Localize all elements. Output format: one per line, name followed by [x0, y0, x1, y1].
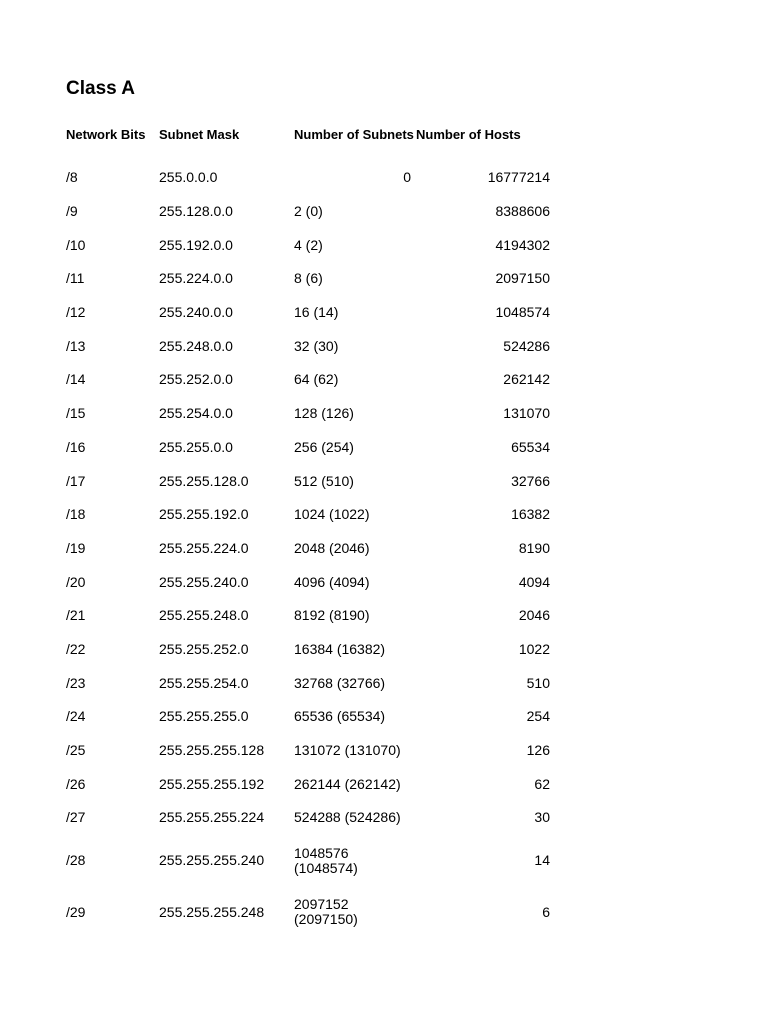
- table-row: [66, 262, 550, 296]
- cell-number-of-hosts: 262142: [503, 371, 550, 388]
- cell-network-bits: /25: [66, 742, 86, 759]
- cell-subnet-mask: 255.255.128.0: [159, 472, 249, 489]
- cell-number-of-hosts: 16382: [511, 506, 550, 523]
- cell-number-of-hosts: 1022: [518, 640, 550, 657]
- header-network-bits: Network Bits: [66, 127, 146, 142]
- header-number-of-subnets: Number of Subnets: [294, 127, 414, 142]
- cell-number-of-subnets: 2048 (2046): [294, 539, 370, 556]
- table-row: [66, 666, 550, 700]
- cell-number-of-hosts: 14: [534, 852, 550, 868]
- document-page: [66, 76, 626, 938]
- cell-network-bits: /12: [66, 304, 86, 321]
- cell-network-bits: /19: [66, 539, 86, 556]
- cell-network-bits: /11: [66, 270, 85, 287]
- cell-number-of-subnets: 65536 (65534): [294, 708, 386, 725]
- cell-subnet-mask: 255.255.252.0: [159, 640, 249, 657]
- subnet-table: [66, 118, 550, 938]
- cell-number-of-subnets: 32 (30): [294, 337, 339, 354]
- cell-number-of-subnets: 262144 (262142): [294, 775, 401, 792]
- cell-number-of-subnets: 16384 (16382): [294, 640, 386, 657]
- table-row: [66, 498, 550, 532]
- cell-number-of-subnets: 524288 (524286): [294, 809, 401, 826]
- table-row: [66, 532, 550, 566]
- header-number-of-hosts: Number of Hosts: [416, 127, 521, 142]
- cell-network-bits: /26: [66, 775, 86, 792]
- cell-subnet-mask: 255.255.255.128: [159, 742, 265, 759]
- table-row: [66, 633, 550, 667]
- cell-number-of-hosts: 65534: [511, 438, 550, 455]
- table-row: [66, 296, 550, 330]
- cell-network-bits: /8: [66, 169, 78, 186]
- cell-network-bits: /29: [66, 903, 86, 920]
- table-row: [66, 363, 550, 397]
- cell-number-of-subnets: 64 (62): [294, 371, 339, 388]
- cell-number-of-hosts: 524286: [503, 337, 550, 354]
- cell-subnet-mask: 255.255.255.248: [159, 903, 265, 920]
- cell-number-of-hosts: 8388606: [495, 203, 550, 220]
- cell-number-of-subnets: 8 (6): [294, 270, 323, 287]
- cell-subnet-mask: 255.0.0.0: [159, 169, 218, 186]
- cell-number-of-hosts: 30: [534, 809, 550, 826]
- cell-number-of-subnets: 1024 (1022): [294, 506, 370, 523]
- cell-subnet-mask: 255.128.0.0: [159, 203, 233, 220]
- cell-subnet-mask: 255.254.0.0: [159, 405, 233, 422]
- cell-number-of-hosts: 2097150: [495, 270, 550, 287]
- cell-subnet-mask: 255.248.0.0: [159, 337, 233, 354]
- cell-network-bits: /20: [66, 573, 86, 590]
- table-row: [66, 397, 550, 431]
- cell-network-bits: /9: [66, 203, 78, 220]
- table-row: [66, 565, 550, 599]
- cell-number-of-subnets: 2 (0): [294, 203, 323, 220]
- cell-number-of-subnets: 8192 (8190): [294, 607, 370, 624]
- cell-subnet-mask: 255.255.255.224: [159, 809, 265, 826]
- cell-network-bits: /13: [66, 337, 86, 354]
- cell-subnet-mask: 255.192.0.0: [159, 236, 233, 253]
- cell-subnet-mask: 255.255.254.0: [159, 674, 249, 691]
- cell-subnet-mask: 255.224.0.0: [159, 270, 233, 287]
- table-row: [66, 228, 550, 262]
- table-row: [66, 886, 550, 938]
- cell-number-of-subnets: 0: [403, 169, 411, 186]
- cell-number-of-hosts: 131070: [503, 405, 550, 422]
- page-title: Class A: [66, 78, 135, 99]
- cell-number-of-subnets: 16 (14): [294, 304, 339, 321]
- table-body: [66, 151, 550, 938]
- cell-network-bits: /24: [66, 708, 86, 725]
- cell-subnet-mask: 255.255.248.0: [159, 607, 249, 624]
- cell-number-of-hosts: 6: [542, 903, 550, 920]
- cell-number-of-subnets: 2097152 (2097150): [294, 896, 358, 927]
- cell-network-bits: /22: [66, 640, 86, 657]
- cell-number-of-hosts: 254: [526, 708, 550, 725]
- cell-network-bits: /14: [66, 371, 86, 388]
- cell-network-bits: /27: [66, 809, 86, 826]
- cell-number-of-hosts: 126: [526, 742, 550, 759]
- table-row: [66, 700, 550, 734]
- cell-number-of-hosts: 8190: [518, 539, 550, 556]
- cell-number-of-subnets: 256 (254): [294, 438, 354, 455]
- header-subnet-mask: Subnet Mask: [159, 127, 240, 142]
- cell-number-of-hosts: 32766: [511, 472, 550, 489]
- cell-subnet-mask: 255.255.255.192: [159, 775, 265, 792]
- cell-network-bits: /23: [66, 674, 86, 691]
- cell-number-of-hosts: 16777214: [487, 169, 550, 186]
- table-row: [66, 161, 550, 195]
- table-row: [66, 464, 550, 498]
- cell-network-bits: /21: [66, 607, 86, 624]
- cell-subnet-mask: 255.255.240.0: [159, 573, 249, 590]
- cell-subnet-mask: 255.252.0.0: [159, 371, 233, 388]
- cell-number-of-hosts: 1048574: [495, 304, 550, 321]
- cell-number-of-hosts: 4094: [518, 573, 550, 590]
- table-row: [66, 835, 550, 887]
- cell-network-bits: /15: [66, 405, 86, 422]
- cell-number-of-hosts: 510: [526, 674, 550, 691]
- cell-network-bits: /17: [66, 472, 86, 489]
- cell-network-bits: /18: [66, 506, 86, 523]
- cell-subnet-mask: 255.240.0.0: [159, 304, 233, 321]
- cell-number-of-subnets: 1048576 (1048574): [294, 844, 358, 876]
- cell-number-of-subnets: 32768 (32766): [294, 674, 386, 691]
- cell-number-of-subnets: 131072 (131070): [294, 742, 401, 759]
- cell-subnet-mask: 255.255.255.0: [159, 708, 249, 725]
- cell-network-bits: /28: [66, 852, 86, 868]
- table-row: [66, 195, 550, 229]
- cell-subnet-mask: 255.255.0.0: [159, 438, 233, 455]
- cell-subnet-mask: 255.255.224.0: [159, 539, 249, 556]
- cell-number-of-hosts: 2046: [518, 607, 550, 624]
- cell-network-bits: /16: [66, 438, 86, 455]
- cell-subnet-mask: 255.255.192.0: [159, 506, 249, 523]
- table-row: [66, 431, 550, 465]
- table-row: [66, 767, 550, 801]
- cell-number-of-subnets: 512 (510): [294, 472, 354, 489]
- table-row: [66, 734, 550, 768]
- cell-number-of-hosts: 4194302: [495, 236, 550, 253]
- table-header-row: [66, 118, 550, 151]
- cell-network-bits: /10: [66, 236, 86, 253]
- cell-number-of-hosts: 62: [534, 775, 550, 792]
- header-spacer: [66, 151, 550, 161]
- table-row: [66, 599, 550, 633]
- cell-number-of-subnets: 4096 (4094): [294, 573, 370, 590]
- cell-subnet-mask: 255.255.255.240: [159, 852, 265, 868]
- cell-number-of-subnets: 128 (126): [294, 405, 354, 422]
- table-row: [66, 329, 550, 363]
- table-row: [66, 801, 550, 835]
- cell-number-of-subnets: 4 (2): [294, 236, 323, 253]
